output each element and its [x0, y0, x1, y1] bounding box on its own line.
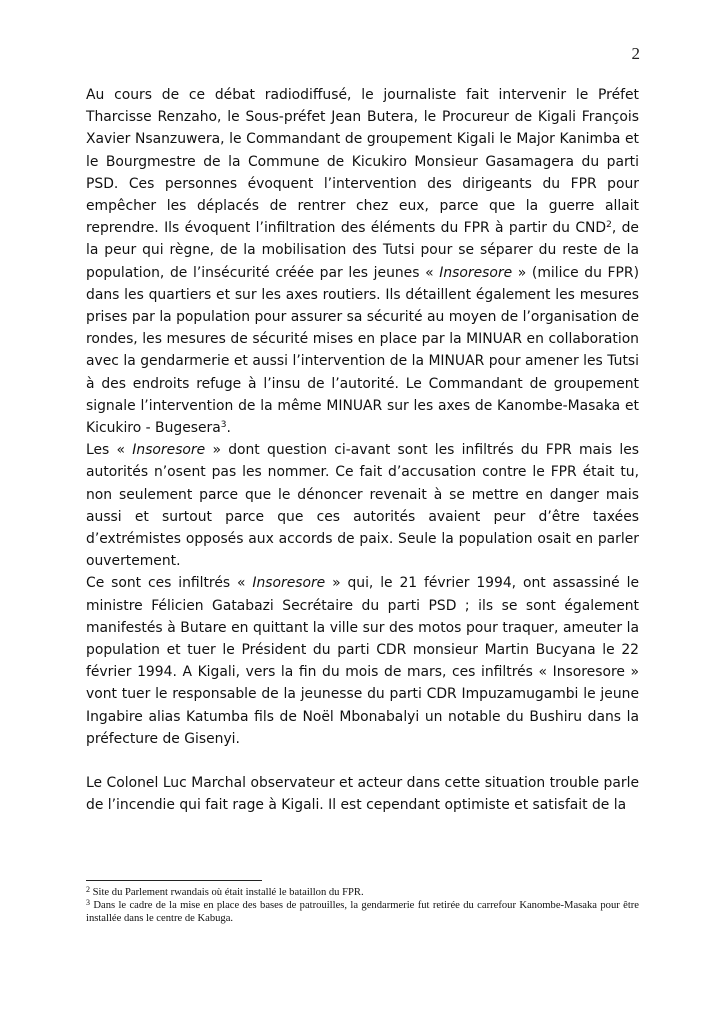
- italic-term: Insoresore: [252, 575, 326, 592]
- footnote-number: 3: [86, 898, 90, 908]
- page-number: 2: [631, 44, 640, 63]
- text-run: Au cours de ce débat radiodiffusé, le journaliste fait intervenir le Préfet Tharcisse Renzaho, le Sous-préfet Jean Butera, le Procureur de Kigali François Xavier Nsanzuwera, le Commandant de groupement Kigali le Major Kanimba et le Bourgmestre de la Commune de Kicukiro Monsieur Gasamagera du parti PSD. Ces personnes évoquent l’intervention des dirigeants du FPR pour empêcher les déplacés de rentrer chez eux, parce que la guerre allait reprendre. Ils évoquent l’infiltration des éléments du FPR à partir du CND: [86, 87, 639, 237]
- footnote-text: Site du Parlement rwandais où était installé le bataillon du FPR.: [90, 887, 364, 898]
- text-run: » (milice du FPR) dans les quartiers et sur les axes routiers. Ils détaillent également les mesures prises par la population pour assurer sa sécurité au moyen de l’organisation de rondes, les mesures de sécurité mises en place par la MINUAR en collaboration avec la gendarmerie et aussi l’intervention de la MINUAR pour amener les Tutsi à des endroits refuge à l’insu de l’autorité. Le Commandant de groupement signale l’intervention de la même MINUAR sur les axes de Kanombe-Masaka et Kicukiro - Bugesera: [86, 264, 639, 437]
- paragraph-marchal: [86, 772, 639, 816]
- text-run: , de la peur qui règne, de la mobilisation des Tutsi pour se séparer du reste de la population, de l’insécurité créée par les jeunes «: [86, 220, 639, 281]
- paragraph-insoresore: [86, 439, 639, 572]
- text-run: Le Colonel Luc Marchal observateur et acteur dans cette situation trouble parle de l’incendie qui fait rage à Kigali. Il est cependant optimiste et satisfait de la: [86, 775, 639, 814]
- paragraph-assassinations: [86, 572, 639, 750]
- footnote: [86, 887, 639, 899]
- italic-term: Insoresore: [439, 264, 513, 281]
- footnote-ref: 2: [606, 220, 612, 231]
- footnote: [86, 900, 639, 925]
- text-run: Les «: [86, 442, 133, 459]
- footnote-separator: [86, 880, 262, 881]
- text-run: » dont question ci-avant sont les infiltrés du FPR mais les autorités n’osent pas les nommer. Ce fait d’accusation contre le FPR était tu, non seulement parce que le dénoncer revenait à se mettre en danger mais aussi et surtout parce que ces autorités avaient peur d’être taxées d’extrémistes opposés aux accords de paix. Seule la population osait en parler ouvertement.: [86, 442, 640, 570]
- footnote-ref: 3: [220, 420, 227, 431]
- footnote-number: 2: [86, 885, 90, 894]
- italic-term: Insoresore: [132, 442, 206, 459]
- body-text: [86, 84, 639, 817]
- text-run: Ce sont ces infiltrés «: [86, 575, 253, 592]
- footnote-text: Dans le cadre de la mise en place des bases de patrouilles, la gendarmerie fut retirée du carrefour Kanombe-Masaka pour être installée dans le centre de Kabuga.: [86, 900, 639, 924]
- text-run: .: [226, 420, 231, 437]
- footnotes: [86, 887, 639, 926]
- paragraph-radio-debate: [86, 84, 639, 439]
- text-run: » qui, le 21 février 1994, ont assassiné le ministre Félicien Gatabazi Secrétaire du parti PSD ; ils se sont également manifestés à Butare en quittant la ville sur des motos pour traquer, ameuter la population et tuer le Président du parti CDR monsieur Martin Bucyana le 22 février 1994. A Kigali, vers la fin du mois de mars, ces infiltrés « Insoresore » vont tuer le responsable de la jeunesse du parti CDR Impuzamugambi le jeune Ingabire alias Katumba fils de Noël Mbonabalyi un notable du Bushiru dans la préfecture de Gisenyi.: [86, 575, 639, 747]
